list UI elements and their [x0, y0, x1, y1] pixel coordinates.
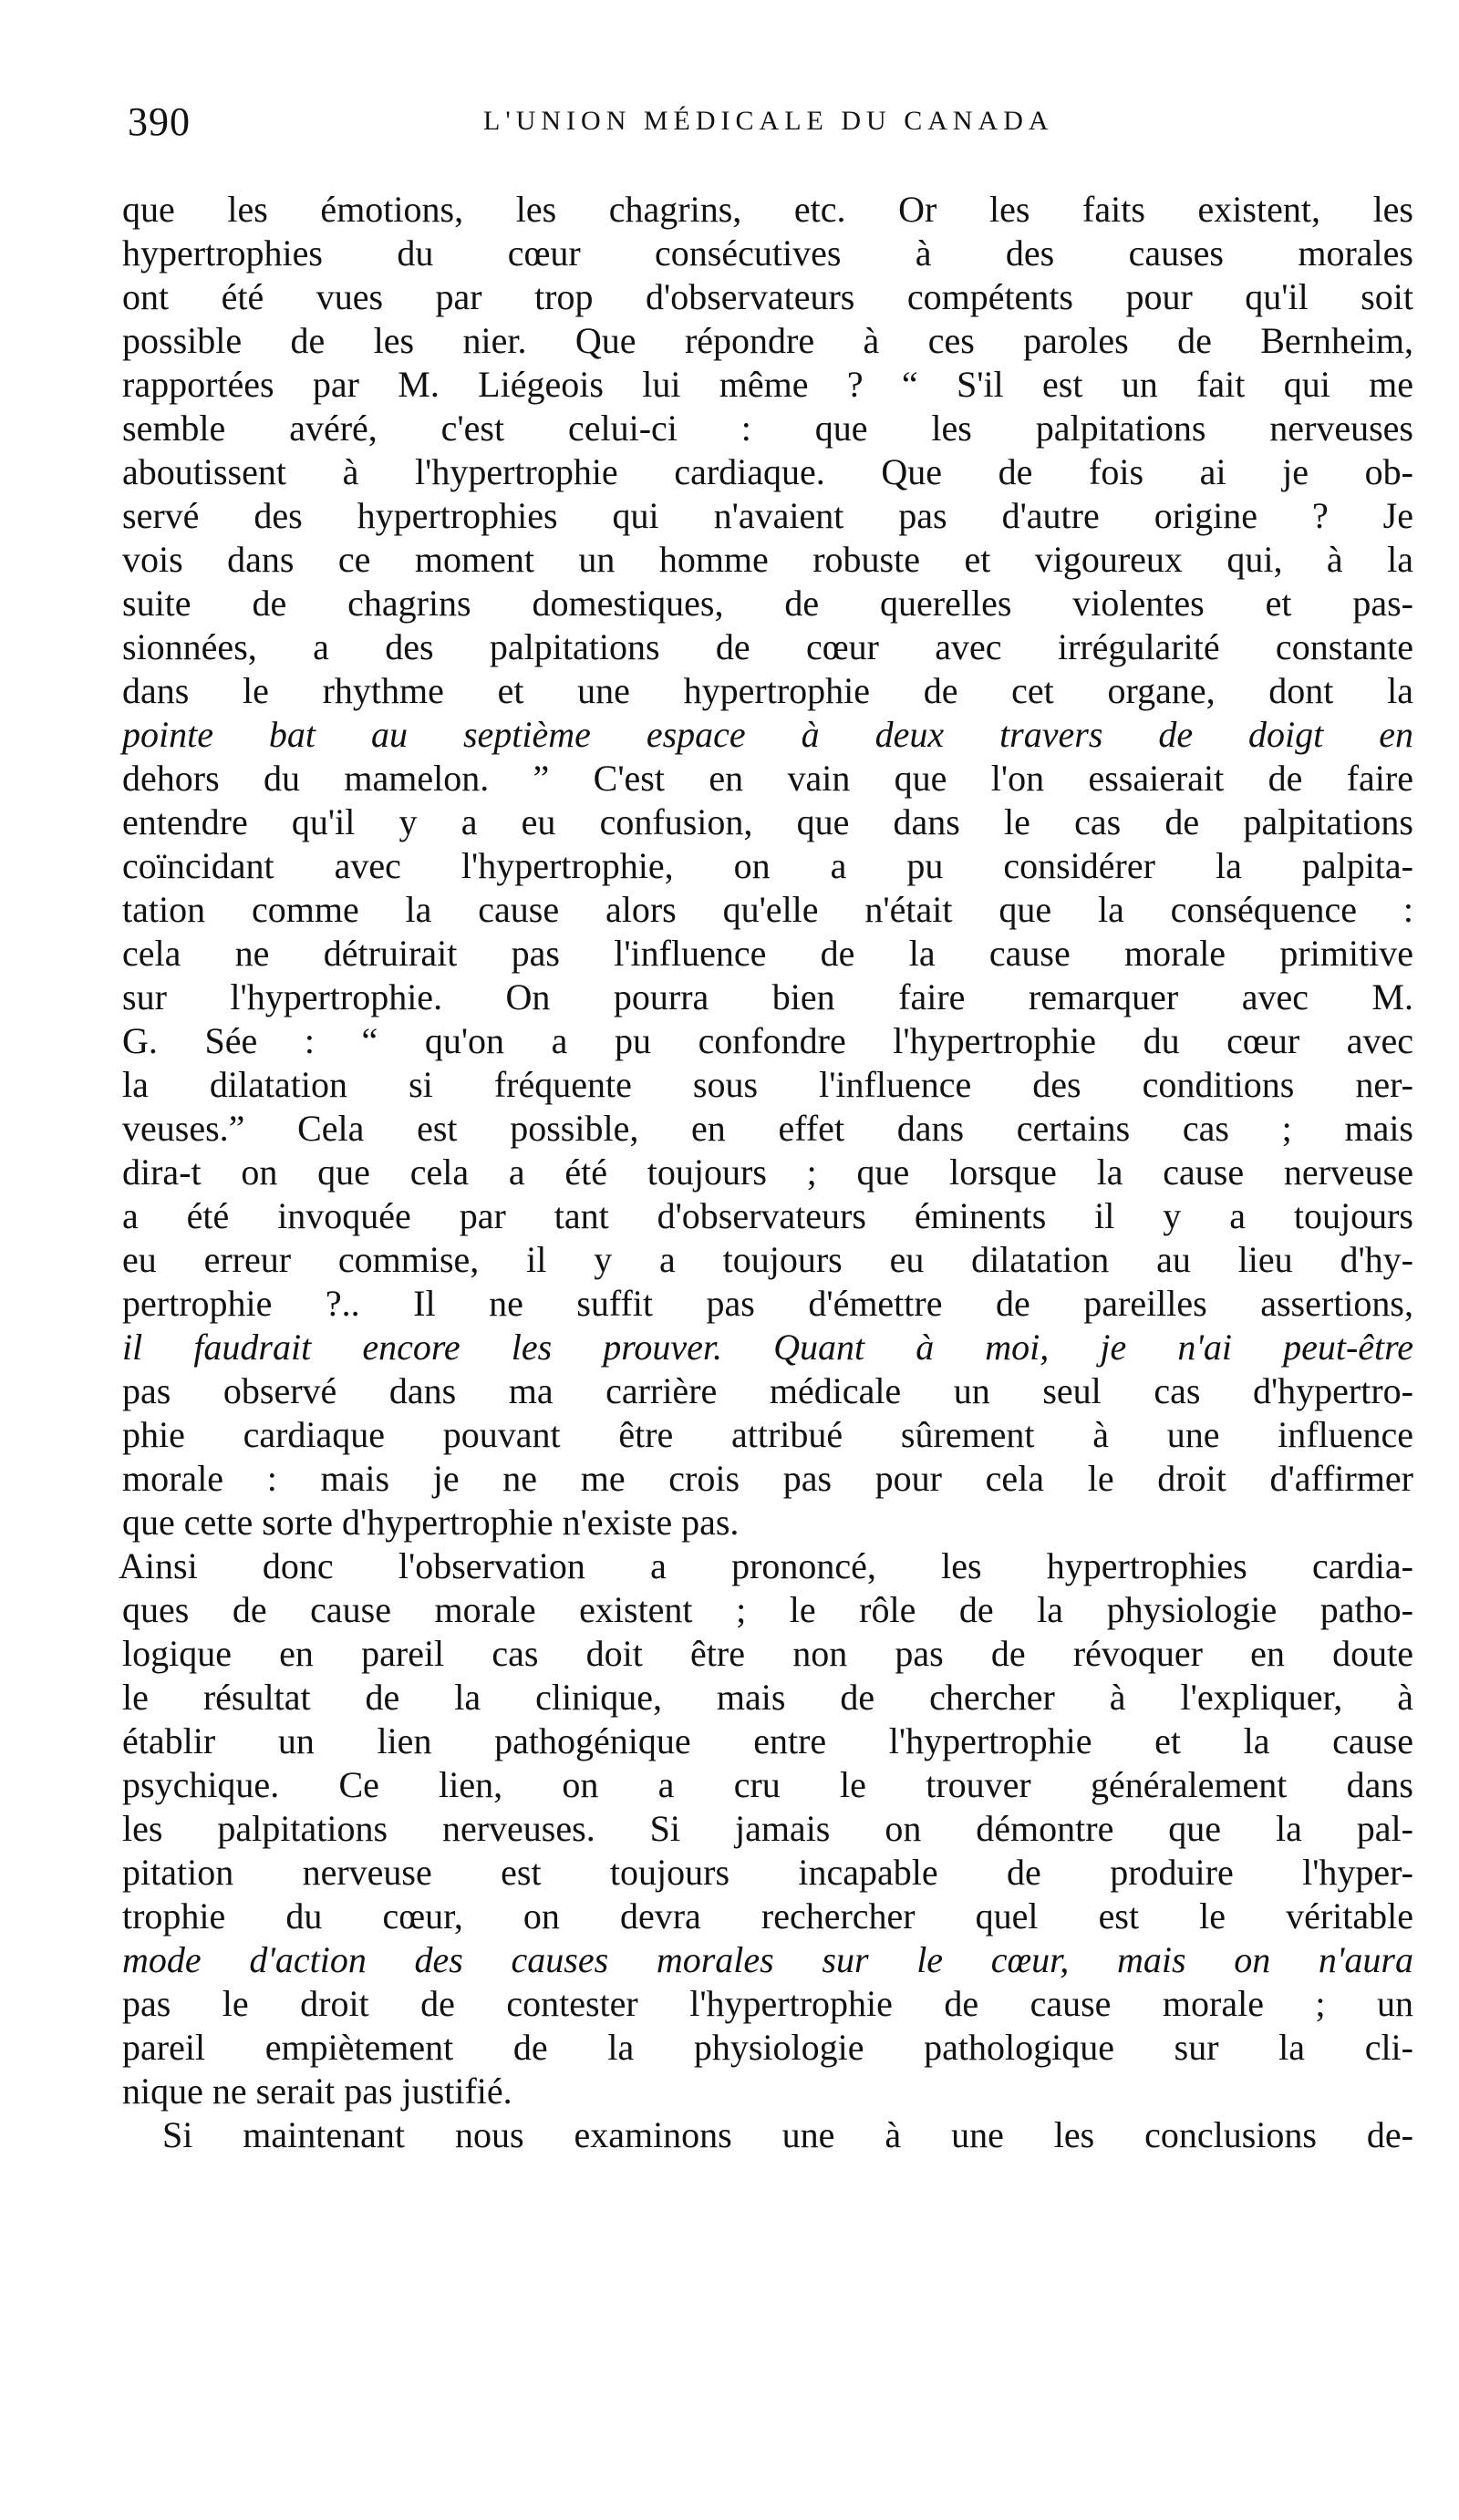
text-line: aboutissent à l'hypertrophie cardiaque. Que de fois ai je ob- [122, 451, 1413, 492]
text-line: coïncidant avec l'hypertrophie, on a pu considérer la palpita- [122, 845, 1413, 886]
text-line: logique en pareil cas doit être non pas de révoquer en doute [122, 1633, 1413, 1674]
text-line: morale : mais je ne me crois pas pour cela le droit d'affirmer [122, 1458, 1413, 1499]
text-line: veuses.” Cela est possible, en effet dans certains cas ; mais [122, 1108, 1413, 1149]
text-line: cela ne détruirait pas l'influence de la cause morale primitive [122, 933, 1413, 974]
text-line: pertrophie ?.. Il ne suffit pas d'émettre de pareilles assertions, [122, 1283, 1413, 1324]
text-line: ont été vues par trop d'observateurs compétents pour qu'il soit [122, 276, 1413, 317]
text-line: les palpitations nerveuses. Si jamais on démontre que la pal- [122, 1808, 1413, 1849]
text-line: suite de chagrins domestiques, de querelles violentes et pas- [122, 583, 1413, 624]
text-line-italic: pointe bat au septième espace à deux travers de doigt en [122, 714, 1413, 755]
text-line: a été invoquée par tant d'observateurs éminents il y a toujours [122, 1195, 1413, 1236]
text-line: dans le rhythme et une hypertrophie de cet organe, dont la [122, 670, 1413, 711]
text-line: sur l'hypertrophie. On pourra bien faire remarquer avec M. [122, 976, 1413, 1017]
text-line: nique ne serait pas justifié. [122, 2071, 512, 2112]
text-line: G. Sée : “ qu'on a pu confondre l'hypertrophie du cœur avec [122, 1020, 1413, 1061]
text-line: pitation nerveuse est toujours incapable de produire l'hyper- [122, 1852, 1413, 1893]
text-line: tation comme la cause alors qu'elle n'était que la conséquence : [122, 889, 1413, 930]
text-line: que les émotions, les chagrins, etc. Or les faits existent, les [122, 189, 1413, 230]
text-line: pas observé dans ma carrière médicale un seul cas d'hypertro- [122, 1370, 1413, 1411]
text-line: la dilatation si fréquente sous l'influence des conditions ner- [122, 1064, 1413, 1105]
text-line: semble avéré, c'est celui-ci : que les palpitations nerveuses [122, 408, 1413, 449]
text-line: pas le droit de contester l'hypertrophie de cause morale ; un [122, 1983, 1413, 2024]
text-line: établir un lien pathogénique entre l'hypertrophie et la cause [122, 1720, 1413, 1761]
text-line: psychique. Ce lien, on a cru le trouver généralement dans [122, 1764, 1413, 1805]
page-header [128, 98, 1413, 153]
text-line: vois dans ce moment un homme robuste et vigoureux qui, à la [122, 539, 1413, 580]
text-line: le résultat de la clinique, mais de chercher à l'expliquer, à [122, 1677, 1413, 1718]
text-line: hypertrophies du cœur consécutives à des causes morales [122, 232, 1413, 274]
text-line: phie cardiaque pouvant être attribué sûrement à une influence [122, 1414, 1413, 1455]
text-line: pareil empiètement de la physiologie pathologique sur la cli- [122, 2027, 1413, 2068]
body-text [119, 188, 1413, 2157]
text-line: possible de les nier. Que répondre à ces paroles de Bernheim, [122, 320, 1413, 361]
running-title: L'UNION MÉDICALE DU CANADA [483, 106, 1054, 136]
text-line: dehors du mamelon. ” C'est en vain que l'on essaierait de faire [122, 758, 1413, 799]
text-line: ques de cause morale existent ; le rôle de la physiologie patho- [122, 1589, 1413, 1630]
text-line: que cette sorte d'hypertrophie n'existe pas. [122, 1502, 740, 1543]
text-line-italic: il faudrait encore les prouver. Quant à moi, je n'ai peut-être [122, 1327, 1413, 1368]
text-line: entendre qu'il y a eu confusion, que dans le cas de palpitations [122, 801, 1413, 842]
text-line-italic: mode d'action des causes morales sur le cœur, mais on n'aura [122, 1939, 1413, 1980]
paragraph-1 [122, 188, 1413, 1544]
text-line: sionnées, a des palpitations de cœur avec irrégularité constante [122, 626, 1413, 667]
text-line: dira-t on que cela a été toujours ; que lorsque la cause nerveuse [122, 1152, 1413, 1193]
text-line: servé des hypertrophies qui n'avaient pas d'autre origine ? Je [122, 495, 1413, 536]
text-line: rapportées par M. Liégeois lui même ? “ S'il est un fait qui me [122, 364, 1413, 405]
paragraph-3 [122, 2113, 1413, 2157]
page-number: 390 [128, 99, 191, 144]
text-line: eu erreur commise, il y a toujours eu dilatation au lieu d'hy- [122, 1239, 1413, 1280]
paragraph-2 [119, 1544, 1413, 2113]
text-line: Ainsi donc l'observation a prononcé, les hypertrophies cardia- [119, 1545, 1413, 1586]
text-line: trophie du cœur, on devra rechercher quel est le véritable [122, 1895, 1413, 1936]
text-line: Si maintenant nous examinons une à une les conclusions de- [162, 2114, 1413, 2155]
